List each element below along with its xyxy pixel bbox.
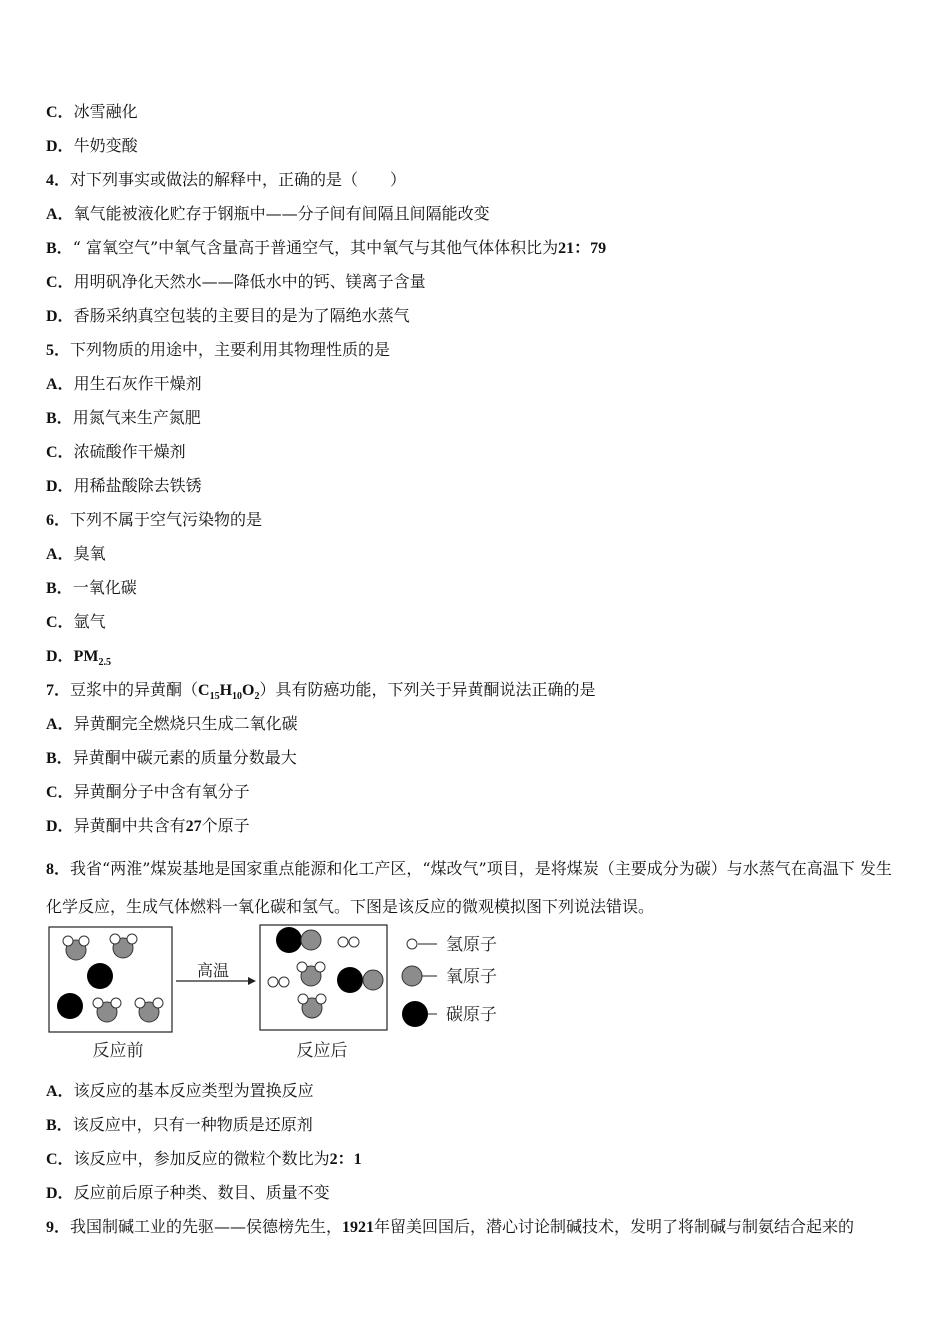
question-number: 5． (46, 342, 71, 359)
reaction-micro-model-figure (46, 920, 516, 1070)
legend-hydrogen (407, 935, 497, 955)
question-4 (46, 170, 406, 191)
option-text: 异黄酮中碳元素的质量分数最大 (72, 748, 297, 767)
option-text: 该反应中，参加反应的微粒个数比为 (73, 1149, 330, 1168)
option-text: 用稀盐酸除去铁锈 (73, 476, 202, 495)
option-label: C． (46, 274, 74, 291)
question-6 (46, 510, 262, 531)
water-molecule (63, 936, 89, 960)
formula-h-sub: 10 (232, 691, 243, 703)
option-label: A． (46, 546, 74, 563)
water-molecule (297, 962, 325, 986)
question-number: 7． (46, 682, 71, 699)
formula-h: H (219, 682, 233, 699)
question-text: 对下列事实或做法的解释中，正确的是（ ） (70, 170, 407, 189)
water-molecule (110, 934, 137, 958)
option-label: A． (46, 206, 74, 223)
q5-option-c (46, 442, 186, 463)
option-text-tail: 个原子 (201, 816, 250, 835)
option-label: C． (46, 444, 74, 461)
option-label: D． (46, 648, 74, 665)
option-label: A． (46, 716, 74, 733)
legend-carbon-label: 碳原子 (446, 1005, 497, 1025)
option-c-line (46, 102, 138, 123)
option-label: C． (46, 1151, 74, 1168)
formula-c-sub: 15 (209, 691, 220, 703)
atom-count: 27 (185, 818, 202, 835)
question-7 (46, 680, 596, 707)
before-caption: 反应前 (92, 1041, 144, 1061)
q4-option-b (46, 238, 606, 259)
option-label: D． (46, 478, 74, 495)
option-label: C． (46, 784, 74, 801)
formula-c: C (198, 682, 210, 699)
q8-option-a (46, 1081, 314, 1102)
option-label: C． (46, 614, 74, 631)
option-text: 该反应中，只有一种物质是还原剂 (72, 1115, 313, 1134)
option-label: D． (46, 138, 74, 155)
question-9 (46, 1217, 854, 1238)
option-text: 异黄酮完全燃烧只生成二氧化碳 (73, 714, 298, 733)
formula-o-sub: 2 (254, 691, 260, 703)
q7-option-d (46, 816, 250, 837)
option-label: A． (46, 1083, 74, 1100)
arrow-head (248, 977, 256, 985)
option-label: D． (46, 1185, 74, 1202)
question-text-post: ）具有防癌功能，下列关于异黄酮说法正确的是 (259, 680, 596, 699)
option-text: 香肠采纳真空包装的主要目的是为了隔绝水蒸气 (73, 306, 410, 325)
carbon-monoxide-molecule (276, 927, 321, 953)
question-text: 下列物质的用途中，主要利用其物理性质的是 (70, 340, 391, 359)
pm-subscript: 2.5 (98, 657, 111, 669)
option-text: 牛奶变酸 (73, 136, 138, 155)
water-molecule (135, 998, 163, 1022)
legend-carbon (402, 1001, 497, 1027)
question-text: 我省“两淮”煤炭基地是国家重点能源和化工产区，“煤改气”项目，是将煤炭（主要成分为碳）与水蒸气在高温下 发生化学反应，生成气体燃料一氧化碳和氢气。下图是该反应的微观模拟图下列说法错误。 (46, 859, 892, 916)
option-text: 氩气 (73, 612, 106, 631)
year: 1921 (342, 1219, 375, 1236)
ratio-value: 21：79 (558, 240, 607, 257)
pm-text: PM (73, 648, 99, 665)
option-label: A． (46, 376, 74, 393)
option-text: 浓硫酸作干燥剂 (73, 442, 186, 461)
q6-option-b (46, 578, 137, 599)
arrow-label: 高温 (196, 961, 230, 980)
carbon-atom (87, 963, 113, 989)
water-molecule (93, 998, 121, 1022)
question-text-pre: 豆浆中的异黄酮（ (70, 680, 199, 699)
question-text: 我国制碱工业的先驱——侯德榜先生， (70, 1217, 343, 1236)
carbon-monoxide-molecule (337, 967, 383, 993)
option-label: B． (46, 240, 73, 257)
q6-option-c (46, 612, 106, 633)
water-molecule (298, 994, 326, 1018)
q8-option-d (46, 1183, 330, 1204)
option-label: C． (46, 104, 74, 121)
question-number: 9． (46, 1219, 71, 1236)
question-number: 6． (46, 512, 71, 529)
q8-option-b (46, 1115, 313, 1136)
option-label: D． (46, 818, 74, 835)
q8-option-c (46, 1149, 362, 1170)
option-label: B． (46, 580, 73, 597)
option-label: B． (46, 750, 73, 767)
q5-option-b (46, 408, 201, 429)
q6-option-a (46, 544, 106, 565)
hydrogen-molecule (338, 937, 359, 947)
q4-option-a (46, 204, 490, 225)
option-d-line (46, 136, 138, 157)
option-text: 用氮气来生产氮肥 (72, 408, 201, 427)
q6-option-d (46, 646, 111, 673)
question-8 (46, 850, 900, 925)
question-number: 8． (46, 861, 71, 878)
option-text: 冰雪融化 (73, 102, 138, 121)
legend-oxygen-label: 氧原子 (446, 967, 497, 987)
option-text: “ 富氧空气”中氧气含量高于普通空气，其中氧气与其他气体体积比为 (72, 238, 559, 257)
option-text: 反应前后原子种类、数目、质量不变 (73, 1183, 330, 1202)
question-number: 4． (46, 172, 71, 189)
option-label: B． (46, 1117, 73, 1134)
legend-oxygen (402, 966, 497, 987)
option-text: 氧气能被液化贮存于钢瓶中——分子间有间隔且间隔能改变 (73, 204, 490, 223)
hydrogen-molecule (268, 977, 289, 987)
option-label: D． (46, 308, 74, 325)
q4-option-d (46, 306, 410, 327)
question-5 (46, 340, 390, 361)
option-text: 用明矾净化天然水——降低水中的钙、镁离子含量 (73, 272, 426, 291)
q7-option-b (46, 748, 297, 769)
legend-hydrogen-label: 氢原子 (446, 935, 497, 955)
carbon-atom (57, 993, 83, 1019)
option-text: 用生石灰作干燥剂 (73, 374, 202, 393)
question-text-tail: 年留美回国后，潜心讨论制碱技术，发明了将制碱与制氨结合起来的 (374, 1217, 855, 1236)
after-caption: 反应后 (296, 1041, 348, 1061)
option-text: 臭氧 (73, 544, 106, 563)
option-text: 异黄酮分子中含有氧分子 (73, 782, 250, 801)
question-text: 下列不属于空气污染物的是 (70, 510, 263, 529)
option-text: 异黄酮中共含有 (73, 816, 186, 835)
q5-option-d (46, 476, 202, 497)
option-label: B． (46, 410, 73, 427)
q4-option-c (46, 272, 426, 293)
formula-o: O (242, 682, 255, 699)
q7-option-a (46, 714, 298, 735)
q5-option-a (46, 374, 202, 395)
option-text: 该反应的基本反应类型为置换反应 (73, 1081, 314, 1100)
q7-option-c (46, 782, 250, 803)
option-text: 一氧化碳 (72, 578, 137, 597)
ratio-value: 2：1 (329, 1151, 362, 1168)
